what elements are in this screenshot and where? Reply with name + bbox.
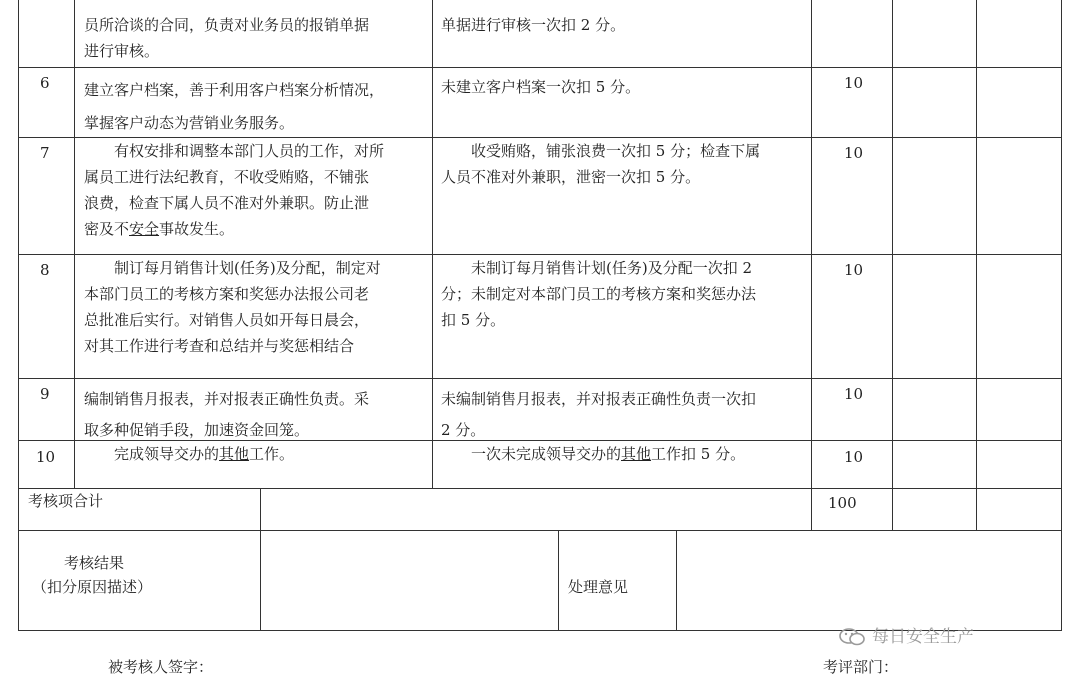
duty-text: 完成领导交办的 xyxy=(84,445,220,463)
underlined-text: 安全 xyxy=(129,220,160,238)
watermark-text: 每日安全生产 xyxy=(872,627,974,647)
opinion-label: 处理意见 xyxy=(568,578,629,596)
row-number: 8 xyxy=(40,261,50,279)
underlined-text: 其他 xyxy=(621,445,652,463)
result-sublabel: （扣分原因描述） xyxy=(32,578,153,596)
underlined-text: 其他 xyxy=(219,445,250,463)
signature-label: 被考核人签字： xyxy=(108,658,214,676)
department-label: 考评部门： xyxy=(823,658,899,676)
duty-cell: 员所洽谈的合同，负责对业务员的报销单据 进行审核。 xyxy=(84,16,370,60)
deduction-cell: 未制订每月销售计划(任务)及分配一次扣 2 分；未制定对本部门员工的考核方案和奖惩办法 扣 5 分。 xyxy=(441,259,757,329)
duty-text: 工作。 xyxy=(249,445,295,463)
duty-cell: 建立客户档案，善于利用客户档案分析情况， 掌握客户动态为营销业务服务。 xyxy=(84,81,385,132)
score-cell: 10 xyxy=(844,385,864,403)
deduction-text: 一次未完成领导交办的 xyxy=(441,445,622,463)
row-number: 9 xyxy=(40,385,50,403)
deduction-cell xyxy=(441,441,745,467)
score-cell: 10 xyxy=(844,448,864,466)
duty-cell: 编制销售月报表，并对报表正确性负责。采 取多种促销手段，加速资金回笼。 xyxy=(84,390,370,439)
score-cell: 10 xyxy=(844,261,864,279)
duty-text: 有权安排和调整本部门人员的工作，对所 属员工进行法纪教育，不收受贿赂，不铺张 浪费，检查下属人员不准对外兼职。防止泄 密及不 xyxy=(84,142,385,238)
duty-cell: 制订每月销售计划(任务)及分配，制定对 本部门员工的考核方案和奖惩办法报公司老 总批准后实行。对销售人员如开每日晨会， 对其工作进行考查和总结并与奖惩相结合 xyxy=(84,259,381,355)
duty-cell xyxy=(84,441,294,467)
row-number: 6 xyxy=(40,74,50,92)
deduction-cell: 未编制销售月报表，并对报表正确性负责一次扣 2 分。 xyxy=(441,390,757,439)
watermark xyxy=(838,622,974,647)
deduction-cell: 单据进行审核一次扣 2 分。 xyxy=(441,16,626,34)
row-number: 7 xyxy=(40,144,50,162)
deduction-cell: 未建立客户档案一次扣 5 分。 xyxy=(441,78,641,96)
row-number: 10 xyxy=(36,448,56,466)
duty-text: 事故发生。 xyxy=(159,220,235,238)
wechat-icon xyxy=(838,627,866,647)
score-cell: 10 xyxy=(844,144,864,162)
total-label: 考核项合计 xyxy=(28,492,104,510)
result-label: 考核结果 xyxy=(64,554,125,572)
deduction-text: 工作扣 5 分。 xyxy=(651,445,746,463)
duty-cell xyxy=(84,138,384,242)
deduction-cell: 收受贿赂，铺张浪费一次扣 5 分；检查下属 人员不准对外兼职，泄密一次扣 5 分。 xyxy=(441,142,761,186)
total-score: 100 xyxy=(828,494,857,512)
score-cell: 10 xyxy=(844,74,864,92)
